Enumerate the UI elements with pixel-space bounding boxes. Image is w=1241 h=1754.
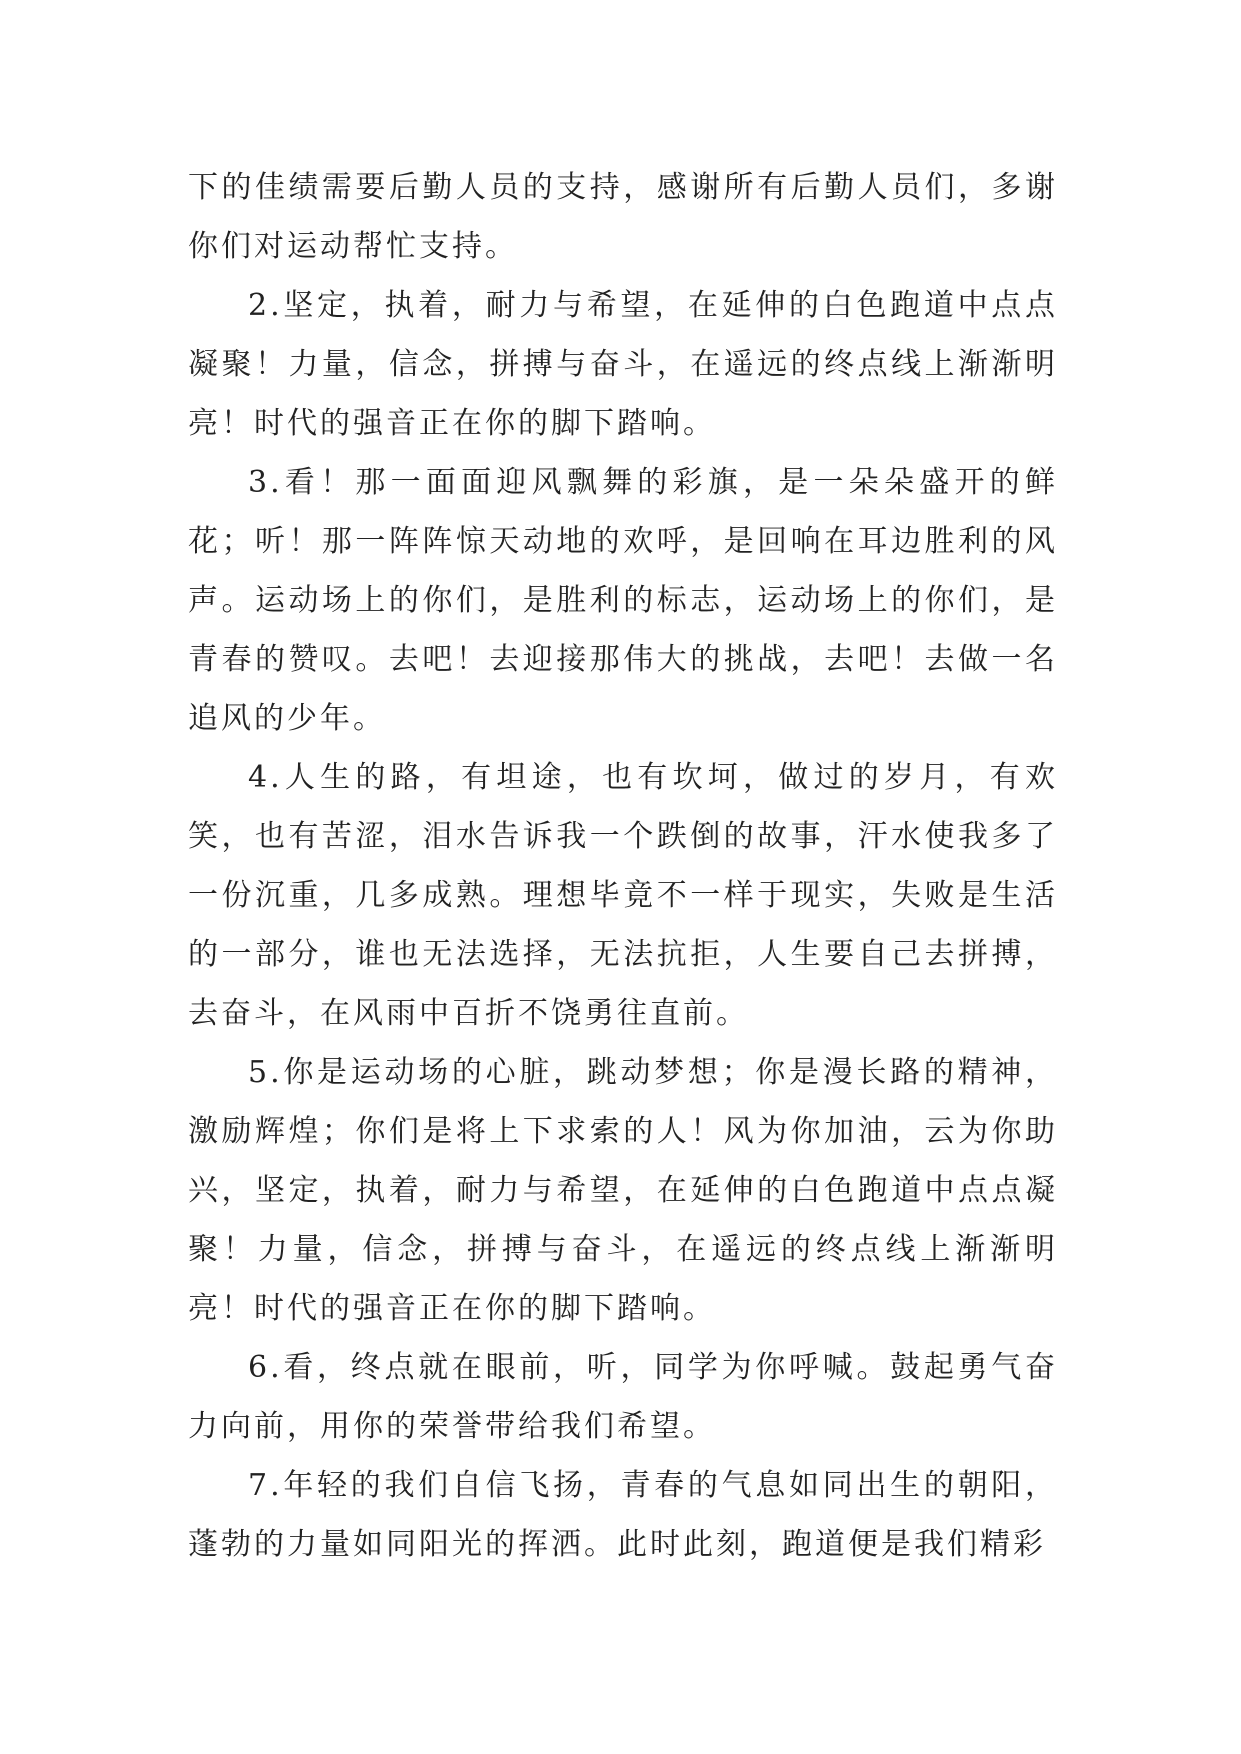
document-body bbox=[188, 158, 1058, 1574]
paragraph-4: 4.人生的路，有坦途，也有坎坷，做过的岁月，有欢笑，也有苦涩，泪水告诉我一个跌倒的故事，汗水使我多了一份沉重，几多成熟。理想毕竟不一样于现实，失败是生活的一部分，谁也无法选择，无法抗拒，人生要自己去拼搏，去奋斗，在风雨中百折不饶勇往直前。 bbox=[188, 760, 1058, 1031]
paragraph-3: 3.看！那一面面迎风飘舞的彩旗，是一朵朵盛开的鲜花；听！那一阵阵惊天动地的欢呼，是回响在耳边胜利的风声。运动场上的你们，是胜利的标志，运动场上的你们，是青春的赞叹。去吧！去迎接那伟大的挑战，去吧！去做一名追风的少年。 bbox=[188, 465, 1058, 736]
paragraph-7: 7.年轻的我们自信飞扬，青春的气息如同出生的朝阳，蓬勃的力量如同阳光的挥洒。此时此刻，跑道便是我们精彩 bbox=[188, 1468, 1058, 1562]
paragraph-2: 2.坚定，执着，耐力与希望，在延伸的白色跑道中点点凝聚！力量，信念，拼搏与奋斗，在遥远的终点线上渐渐明亮！时代的强音正在你的脚下踏响。 bbox=[188, 288, 1058, 441]
paragraph-5: 5.你是运动场的心脏，跳动梦想；你是漫长路的精神，激励辉煌；你们是将上下求索的人！风为你加油，云为你助兴，坚定，执着，耐力与希望，在延伸的白色跑道中点点凝聚！力量，信念，拼搏与奋斗，在遥远的终点线上渐渐明亮！时代的强音正在你的脚下踏响。 bbox=[188, 1055, 1058, 1326]
paragraph-1: 下的佳绩需要后勤人员的支持，感谢所有后勤人员们，多谢你们对运动帮忙支持。 bbox=[188, 170, 1058, 264]
paragraph-6: 6.看，终点就在眼前，听，同学为你呼喊。鼓起勇气奋力向前，用你的荣誉带给我们希望。 bbox=[188, 1350, 1058, 1444]
